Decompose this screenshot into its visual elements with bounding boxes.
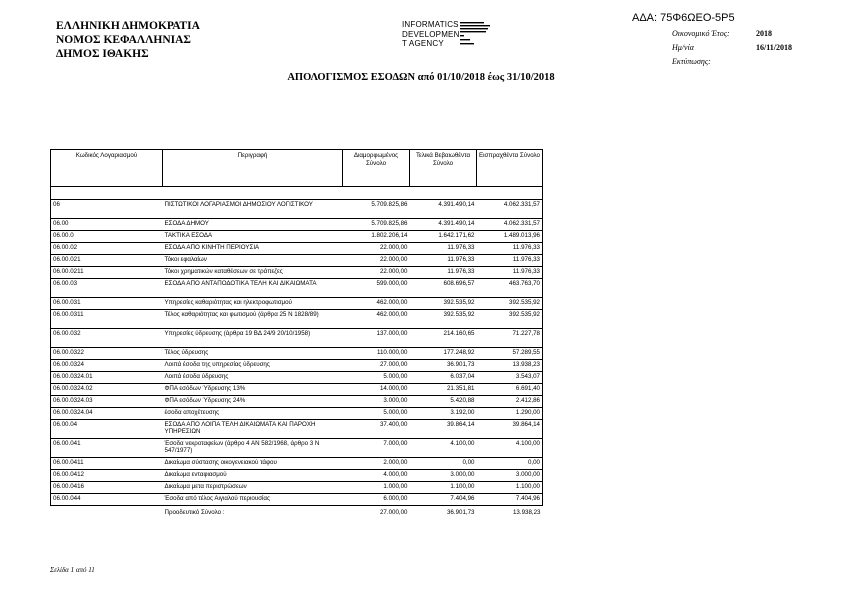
budget-cell: 37.400,00 (343, 420, 410, 439)
certified-cell: 4.100,00 (410, 439, 477, 458)
budget-cell: 6.000,00 (343, 494, 410, 506)
account-code-cell: 06.00.0411 (51, 458, 163, 470)
table-row (51, 408, 543, 420)
collected-cell: 3.543,07 (477, 372, 543, 384)
agency-logo (402, 20, 532, 50)
page-number: Σελίδα 1 από 11 (50, 566, 95, 574)
table-row (51, 255, 543, 267)
collected-cell: 392.535,92 (477, 310, 543, 329)
budget-cell: 3.000,00 (343, 396, 410, 408)
collected-cell: 13.938,23 (477, 360, 543, 372)
logo-line-1: INFORMATICS (402, 20, 459, 29)
description-cell: ΤΑΚΤΙΚΑ ΕΣΟΔΑ (163, 231, 343, 243)
collected-cell: 463.763,70 (477, 279, 543, 298)
report-title: ΑΠΟΛΟΓΙΣΜΟΣ ΕΣΟΔΩΝ από 01/10/2018 έως 31/10/2018 (287, 72, 555, 83)
table-row (51, 482, 543, 494)
certified-cell: 3.192,00 (410, 408, 477, 420)
collected-cell: 4.100,00 (477, 439, 543, 458)
date-label: Ημ/νία (672, 43, 694, 52)
table-row (51, 219, 543, 231)
description-cell: Υπηρεσίες ύδρευσης (άρθρα 19 ΒΔ 24/9 20/10/1958) (163, 329, 343, 348)
account-code-cell: 06 (51, 200, 163, 219)
fiscal-year-value: 2018 (756, 29, 772, 38)
collected-cell: 0,00 (477, 458, 543, 470)
logo-line-2: DEVELOPMEN (402, 29, 460, 39)
table-row (51, 348, 543, 360)
progressive-total-row (51, 506, 543, 523)
description-cell: Τόκοι εφαλαίων (163, 255, 343, 267)
col-header-code: Κωδικός Λογαριασμού (51, 150, 163, 187)
total-budget-cell: 27.000,00 (379, 509, 408, 516)
revenue-table (50, 149, 543, 522)
collected-cell: 6.691,40 (477, 384, 543, 396)
collected-cell: 7.404,96 (477, 494, 543, 506)
budget-cell: 7.000,00 (343, 439, 410, 458)
fiscal-year-row (672, 27, 792, 41)
budget-cell: 110.000,00 (343, 348, 410, 360)
account-code-cell: 06.00.0324.03 (51, 396, 163, 408)
col-header-budget: Διαμορφωμένος Σύνολο (343, 150, 410, 187)
organization-heading (56, 19, 200, 61)
org-line-country: ΕΛΛΗΝΙΚΗ ΔΗΜΟΚΡΑΤΙΑ (56, 20, 200, 32)
table-row (51, 458, 543, 470)
table-row (51, 360, 543, 372)
certified-cell: 1.100,00 (410, 482, 477, 494)
table-row (51, 494, 543, 506)
budget-cell: 27.000,00 (343, 360, 410, 372)
revenue-table-container (50, 149, 542, 563)
budget-cell: 1.802.206,14 (343, 231, 410, 243)
collected-cell: 4.062.331,57 (477, 219, 543, 231)
account-code-cell: 06.00.041 (51, 439, 163, 458)
table-row (51, 267, 543, 279)
account-code-cell: 06.00.0324 (51, 360, 163, 372)
account-code-cell: 06.00.0211 (51, 267, 163, 279)
certified-cell: 5.420,88 (410, 396, 477, 408)
certified-cell: 7.404,96 (410, 494, 477, 506)
budget-cell: 22.000,00 (343, 267, 410, 279)
certified-cell: 39.864,14 (410, 420, 477, 439)
org-line-municipality: ΔΗΜΟΣ ΙΘΑΚΗΣ (56, 48, 149, 60)
budget-cell: 137.000,00 (343, 329, 410, 348)
account-code-cell: 06.00.03 (51, 279, 163, 298)
table-row (51, 420, 543, 439)
collected-cell: 11.976,33 (477, 267, 543, 279)
account-code-cell: 06.00.0324.01 (51, 372, 163, 384)
description-cell: Τόκοι χρηματικών καταθέσεων σε τράπεζες (163, 267, 343, 279)
table-row (51, 329, 543, 348)
certified-cell: 3.000,00 (410, 470, 477, 482)
total-collected-cell: 13.938,23 (512, 509, 541, 516)
table-row (51, 384, 543, 396)
table-row (51, 372, 543, 384)
certified-cell: 4.391.490,14 (410, 219, 477, 231)
collected-cell: 57.289,55 (477, 348, 543, 360)
table-row (51, 310, 543, 329)
org-line-prefecture: ΝΟΜΟΣ ΚΕΦΑΛΛΗΝΙΑΣ (56, 34, 191, 46)
budget-cell: 5.000,00 (343, 408, 410, 420)
account-code-cell: 06.00.0322 (51, 348, 163, 360)
table-row (51, 470, 543, 482)
description-cell: έσοδα αποχέτευσης (163, 408, 343, 420)
logo-fine-print-graphic (460, 21, 522, 51)
table-row (51, 200, 543, 219)
budget-cell: 462.000,00 (343, 298, 410, 310)
certified-cell: 214.160,65 (410, 329, 477, 348)
certified-cell: 36.901,73 (410, 360, 477, 372)
description-cell: Δικαίωμα μετα περιστρώσεων (163, 482, 343, 494)
budget-cell: 22.000,00 (343, 243, 410, 255)
description-cell: Υπηρεσίες καθαριότητας και ηλεκτροφωτισμού (163, 298, 343, 310)
description-cell: Έσοδα νεκροταφείων (άρθρο 4 ΑΝ 582/1968, άρθρο 3 Ν 547/1977) (163, 439, 343, 458)
date-value: 16/11/2018 (756, 43, 793, 52)
description-cell: Λοιπά έσοδα της υπηρεσίας ύδρευσης (163, 360, 343, 372)
certified-cell: 608.696,57 (410, 279, 477, 298)
description-cell: Τέλος καθαριότητας και φωτισμού (άρθρα 25 Ν 1828/89) (163, 310, 343, 329)
account-code-cell: 06.00.04 (51, 420, 163, 439)
budget-cell: 5.709.825,86 (343, 200, 410, 219)
collected-cell: 71.227,78 (477, 329, 543, 348)
col-header-description: Περιγραφή (163, 150, 343, 187)
col-header-collected: Εισπραχθέντα Σύνολο (477, 150, 543, 187)
collected-cell: 2.412,86 (477, 396, 543, 408)
table-spacer-row (51, 187, 543, 200)
budget-cell: 5.000,00 (343, 372, 410, 384)
budget-cell: 599.000,00 (343, 279, 410, 298)
account-code-cell: 06.00.0324.02 (51, 384, 163, 396)
description-cell: ΦΠΑ εσόδων Ύδρευσης 13% (163, 384, 343, 396)
budget-cell: 14.000,00 (343, 384, 410, 396)
budget-cell: 22.000,00 (343, 255, 410, 267)
total-spacer-cell (51, 506, 163, 523)
certified-cell: 6.037,04 (410, 372, 477, 384)
account-code-cell: 06.00.021 (51, 255, 163, 267)
description-cell: Έσοδα από τέλος Αιγιαλού περιουσίας (163, 494, 343, 506)
account-code-cell: 06.00.044 (51, 494, 163, 506)
account-code-cell: 06.00.0412 (51, 470, 163, 482)
budget-cell: 4.000,00 (343, 470, 410, 482)
budget-cell: 5.709.825,86 (343, 219, 410, 231)
col-header-certified: Τελικά Βεβαιωθέντα Σύνολο (410, 150, 477, 187)
collected-cell: 4.062.331,57 (477, 200, 543, 219)
certified-cell: 11.976,33 (410, 267, 477, 279)
account-code-cell: 06.00.0324.04 (51, 408, 163, 420)
description-cell: ΕΣΟΔΑ ΑΠΟ ΛΟΙΠΑ ΤΕΛΗ ΔΙΚΑΙΩΜΑΤΑ ΚΑΙ ΠΑΡΟΧΗ ΥΠΗΡΕΣΙΩΝ (163, 420, 343, 439)
date-row (672, 41, 792, 55)
account-code-cell: 06.00.0416 (51, 482, 163, 494)
description-cell: Δικαίωμα σύστασης οικογενειακού τάφου (163, 458, 343, 470)
account-code-cell: 06.00 (51, 219, 163, 231)
table-row (51, 243, 543, 255)
table-row (51, 396, 543, 408)
account-code-cell: 06.00.02 (51, 243, 163, 255)
certified-cell: 11.976,33 (410, 255, 477, 267)
ada-code: ΑΔΑ: 75Φ6ΩΕΟ-5Ρ5 (632, 12, 735, 24)
collected-cell: 39.864,14 (477, 420, 543, 439)
table-row (51, 439, 543, 458)
description-cell: ΕΣΟΔΑ ΔΗΜΟΥ (163, 219, 343, 231)
description-cell: ΠΙΣΤΩΤΙΚΟΙ ΛΟΓΑΡΙΑΣΜΟΙ ΔΗΜΟΣΙΟΥ ΛΟΓΙΣΤΙΚΟΥ (163, 200, 343, 219)
certified-cell: 177.248,92 (410, 348, 477, 360)
certified-cell: 0,00 (410, 458, 477, 470)
budget-cell: 462.000,00 (343, 310, 410, 329)
print-row (672, 55, 792, 69)
account-code-cell: 06.00.032 (51, 329, 163, 348)
total-label-cell: Προοδευτικό Σύνολο : (164, 509, 225, 516)
account-code-cell: 06.00.0311 (51, 310, 163, 329)
certified-cell: 4.391.490,14 (410, 200, 477, 219)
report-meta (672, 27, 792, 69)
collected-cell: 1.489.013,96 (477, 231, 543, 243)
description-cell: Τέλος ύδρευσης (163, 348, 343, 360)
table-row (51, 231, 543, 243)
description-cell: ΦΠΑ εσόδων Ύδρευσης 24% (163, 396, 343, 408)
certified-cell: 11.976,33 (410, 243, 477, 255)
collected-cell: 11.976,33 (477, 243, 543, 255)
certified-cell: 392.535,92 (410, 310, 477, 329)
description-cell: ΕΣΟΔΑ ΑΠΟ ΑΝΤΑΠΟΔΟΤΙΚΑ ΤΕΛΗ ΚΑΙ ΔΙΚΑΙΩΜΑΤΑ (163, 279, 343, 298)
budget-cell: 2.000,00 (343, 458, 410, 470)
fiscal-year-label: Οικονομικό Έτος: (672, 29, 730, 38)
description-cell: ΕΣΟΔΑ ΑΠΟ ΚΙΝΗΤΗ ΠΕΡΙΟΥΣΙΑ (163, 243, 343, 255)
budget-cell: 1.000,00 (343, 482, 410, 494)
account-code-cell: 06.00.0 (51, 231, 163, 243)
logo-line-3: T AGENCY (402, 39, 444, 49)
collected-cell: 392.535,92 (477, 298, 543, 310)
collected-cell: 11.976,33 (477, 255, 543, 267)
certified-cell: 21.351,81 (410, 384, 477, 396)
collected-cell: 3.000,00 (477, 470, 543, 482)
certified-cell: 1.642.171,62 (410, 231, 477, 243)
table-row (51, 279, 543, 298)
account-code-cell: 06.00.031 (51, 298, 163, 310)
table-header-row (51, 150, 543, 187)
table-row (51, 298, 543, 310)
total-certified-cell: 36.901,73 (446, 509, 475, 516)
print-label: Εκτύπωσης: (672, 57, 711, 66)
description-cell: Δικαίωμα ενταφιασμού (163, 470, 343, 482)
collected-cell: 1.290,00 (477, 408, 543, 420)
certified-cell: 392.535,92 (410, 298, 477, 310)
collected-cell: 1.100,00 (477, 482, 543, 494)
description-cell: Λοιπά έσοδα ύδρευσης (163, 372, 343, 384)
